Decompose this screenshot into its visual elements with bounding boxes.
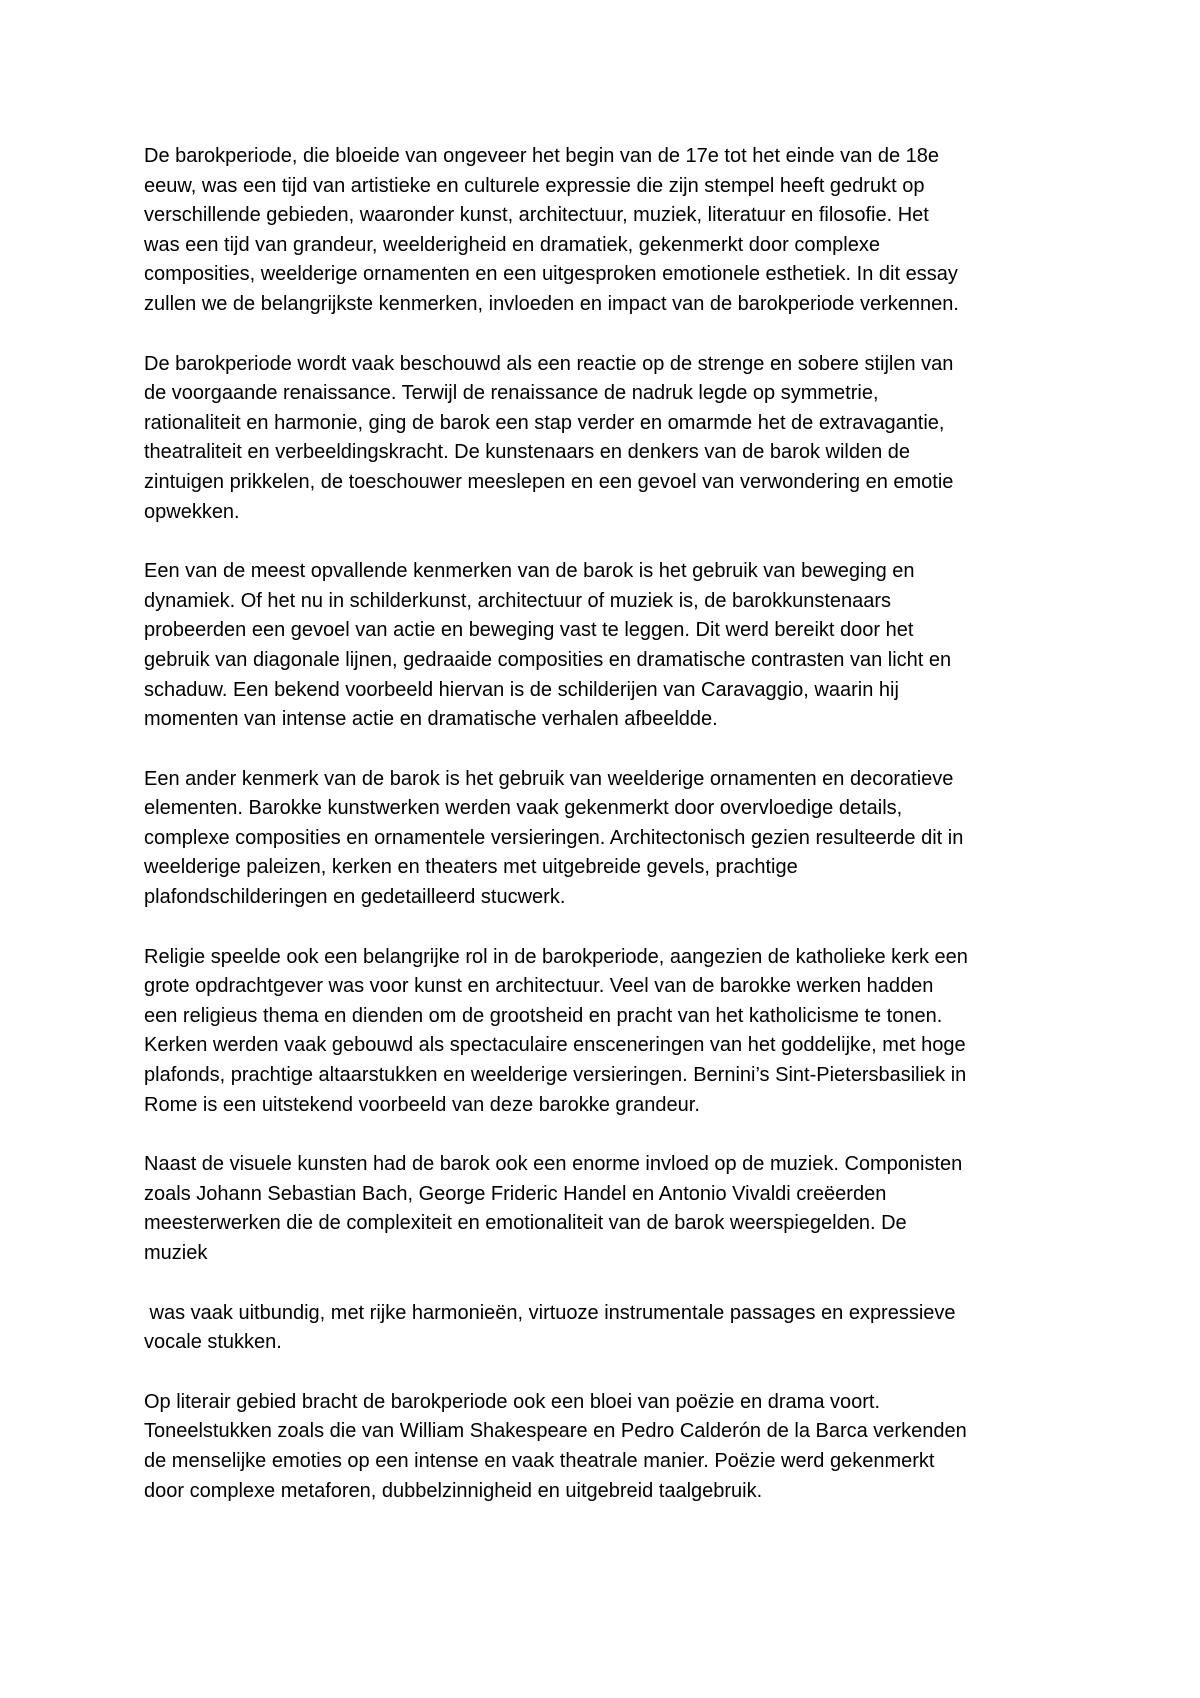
document-body xyxy=(144,142,1064,1506)
text-line: Toneelstukken zoals die van William Shakespeare en Pedro Calderón de la Barca verkenden xyxy=(144,1420,967,1443)
text-line: Een van de meest opvallende kenmerken van de barok is het gebruik van beweging en xyxy=(144,560,915,583)
text-line: de voorgaande renaissance. Terwijl de renaissance de nadruk legde op symmetrie, xyxy=(144,382,879,405)
paragraph-gap xyxy=(144,320,1064,350)
text-line: was vaak uitbundig, met rijke harmonieën, virtuoze instrumentale passages en expressieve xyxy=(144,1301,956,1324)
text-line: door complexe metaforen, dubbelzinnigheid en uitgebreid taalgebruik. xyxy=(144,1479,763,1502)
text-line: zintuigen prikkelen, de toeschouwer meeslepen en een gevoel van verwondering en emotie xyxy=(144,470,954,493)
text-line: Religie speelde ook een belangrijke rol in de barokperiode, aangezien de katholieke kerk een xyxy=(144,945,968,968)
text-line: opwekken. xyxy=(144,500,240,523)
paragraph-music-continued xyxy=(144,1299,1064,1358)
text-line: vocale stukken. xyxy=(144,1331,282,1354)
text-line: een religieus thema en dienden om de grootsheid en pracht van het katholicisme te tonen. xyxy=(144,1004,943,1027)
text-line: elementen. Barokke kunstwerken werden vaak gekenmerkt door overvloedige details, xyxy=(144,797,903,820)
paragraph-gap xyxy=(144,1269,1064,1299)
text-line: composities, weelderige ornamenten en een uitgesproken emotionele esthetiek. In dit essay xyxy=(144,263,958,286)
text-line: momenten van intense actie en dramatische verhalen afbeeldde. xyxy=(144,708,718,731)
text-line: plafondschilderingen en gedetailleerd stucwerk. xyxy=(144,886,566,909)
text-line: dynamiek. Of het nu in schilderkunst, architectuur of muziek is, de barokkunstenaars xyxy=(144,589,892,612)
text-line: was een tijd van grandeur, weelderigheid en dramatiek, gekenmerkt door complexe xyxy=(144,233,880,256)
text-line: Kerken werden vaak gebouwd als spectaculaire ensceneringen van het goddelijke, met hoge xyxy=(144,1034,966,1057)
text-line: weelderige paleizen, kerken en theaters met uitgebreide gevels, prachtige xyxy=(144,856,798,879)
paragraph-music xyxy=(144,1150,1064,1268)
paragraph-religion xyxy=(144,943,1064,1121)
paragraph-reaction xyxy=(144,350,1064,528)
paragraph-gap xyxy=(144,735,1064,765)
paragraph-movement xyxy=(144,557,1064,735)
text-line: probeerden een gevoel van actie en beweging vast te leggen. Dit werd bereikt door het xyxy=(144,619,914,642)
paragraph-gap xyxy=(144,913,1064,943)
paragraph-literature xyxy=(144,1388,1064,1506)
text-line: Naast de visuele kunsten had de barok ook een enorme invloed op de muziek. Componisten xyxy=(144,1153,963,1176)
paragraph-gap xyxy=(144,527,1064,557)
paragraph-gap xyxy=(144,1358,1064,1388)
text-line: rationaliteit en harmonie, ging de barok een stap verder en omarmde het de extravagantie, xyxy=(144,411,945,434)
text-line: De barokperiode wordt vaak beschouwd als een reactie op de strenge en sobere stijlen van xyxy=(144,352,954,375)
text-line: verschillende gebieden, waaronder kunst, architectuur, muziek, literatuur en filosofie. Het xyxy=(144,204,929,227)
text-line: eeuw, was een tijd van artistieke en culturele expressie die zijn stempel heeft gedrukt op xyxy=(144,174,925,197)
text-line: Rome is een uitstekend voorbeeld van deze barokke grandeur. xyxy=(144,1093,700,1116)
text-line: de menselijke emoties op een intense en vaak theatrale manier. Poëzie werd gekenmerkt xyxy=(144,1449,935,1472)
text-line: grote opdrachtgever was voor kunst en architectuur. Veel van de barokke werken hadden xyxy=(144,975,934,998)
paragraph-intro xyxy=(144,142,1064,320)
text-line: muziek xyxy=(144,1242,208,1264)
paragraph-ornaments xyxy=(144,765,1064,913)
text-line: gebruik van diagonale lijnen, gedraaide composities en dramatische contrasten van licht en xyxy=(144,648,952,671)
text-line: Op literair gebied bracht de barokperiode ook een bloei van poëzie en drama voort. xyxy=(144,1390,881,1413)
paragraph-gap xyxy=(144,1120,1064,1150)
text-line: zoals Johann Sebastian Bach, George Frideric Handel en Antonio Vivaldi creëerden xyxy=(144,1182,887,1205)
text-line: plafonds, prachtige altaarstukken en weelderige versieringen. Bernini’s Sint-Pietersbasiliek in xyxy=(144,1064,967,1087)
text-line: Een ander kenmerk van de barok is het gebruik van weelderige ornamenten en decoratieve xyxy=(144,767,954,790)
text-line: meesterwerken die de complexiteit en emotionaliteit van de barok weerspiegelden. De xyxy=(144,1212,907,1235)
text-line: schaduw. Een bekend voorbeeld hiervan is de schilderijen van Caravaggio, waarin hij xyxy=(144,678,899,701)
text-line: zullen we de belangrijkste kenmerken, invloeden en impact van de barokperiode verkennen. xyxy=(144,292,959,315)
text-line: theatraliteit en verbeeldingskracht. De kunstenaars en denkers van de barok wilden de xyxy=(144,441,911,464)
text-line: complexe composities en ornamentele versieringen. Architectonisch gezien resulteerde dit in xyxy=(144,826,964,849)
text-line: De barokperiode, die bloeide van ongeveer het begin van de 17e tot het einde van de 18e xyxy=(144,145,940,167)
